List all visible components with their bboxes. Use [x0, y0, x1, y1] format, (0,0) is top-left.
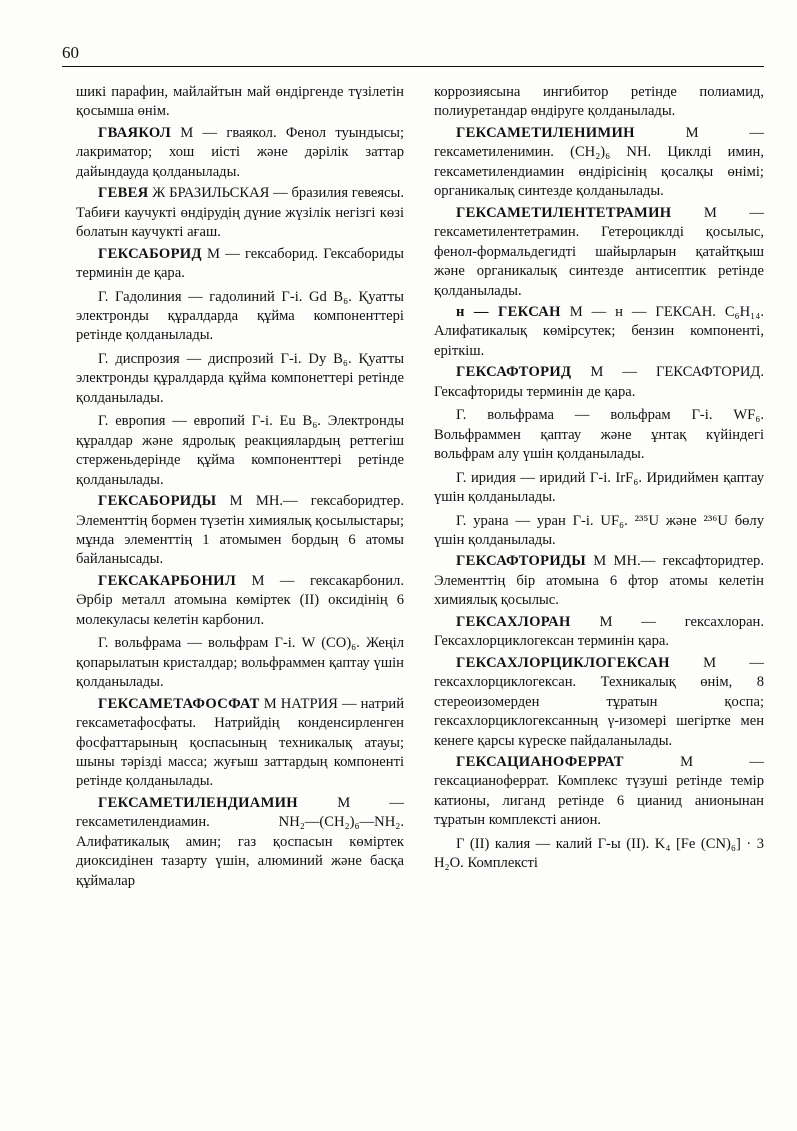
entry-body: М — гексахлоран. Гексахлорциклогексан терминін қара. [434, 613, 765, 650]
entry-body: М — гексакарбонил. Әрбір металл атомына көміртек (II) оксидінің 6 молекуласы келетін карбонил. [76, 572, 404, 628]
subentry-volframa-fluoride: Г. вольфрама — вольфрам Г-і. WF₆. Вольфраммен қаптау және ұнтақ күйіндегі вольфрам алу үшін қолданылады. [434, 407, 764, 463]
entry-geksaboridy [76, 492, 404, 570]
entry-geksaborid [76, 245, 404, 284]
entry-body: М — гексахлорциклогексан. Техникалық өнім, 8 стереоизомерден тұратын қоспа; гексахлорциклогексанның γ-изомері шегіртке мен кенеге қарсы күреске пайдаланылады. [434, 654, 764, 749]
entry-term: ГЕКСАХЛОРАН [456, 613, 571, 630]
entry-term: ГЕВЕЯ [98, 185, 149, 202]
subentry-evropiya: Г. европия — европий Г-і. Eu B₆. Электронды құралдар және ядролық реакциялардың реттегіш стерженьдерінде құйма компоненттері ретінде қолданылады. [76, 413, 404, 488]
subentry-gadoliniya: Г. Гадолиния — гадолиний Г-і. Gd B₆. Қуатты электронды құралдарда құйма компоненттері ретінде қолданылады. [76, 288, 404, 344]
entry-body: М МН.— гексафторидтер. Элементтің бір атомына 6 фтор атомы келетін химиялық қосылыс. [434, 553, 764, 609]
entry-term: ГЕКСАКАРБОНИЛ [98, 572, 237, 589]
entry-term: ГЕКСАЦИАНОФЕРРАТ [456, 753, 624, 770]
entry-term: ГЕКСАМЕТИЛЕНИМИН [456, 124, 635, 141]
entry-term: ГВАЯКОЛ [98, 124, 171, 141]
subentry-volframa-carbonyl: Г. вольфрама — вольфрам Г-і. W (CO)₆. Жеңіл қопарылатын кристалдар; вольфраммен қаптау үшін қолданылады. [76, 635, 404, 691]
entry-body: М — гексаборид. Гексабориды терминін де қара. [76, 245, 404, 282]
entry-geksahlortsiklogeksan [434, 654, 764, 751]
entry-geksatsianoferrat [434, 753, 764, 831]
entry-body: М — гваякол. Фенол туындысы; лакриматор; хош иісті және дәрілік заттар дайындауда қолданылады. [76, 124, 404, 180]
entry-continuation: коррозиясына ингибитор ретінде полиамид, полиуретандар өндіруге қолданылады. [434, 84, 764, 120]
entry-geksaftorid [434, 363, 764, 402]
entry-body: М МН.— гексаборидтер. Элементтің бормен түзетін химиялық қосылыстары; мұнда элементтің 1 атомымен бордың 6 атомы байланысады. [76, 493, 404, 568]
entry-geveya [76, 184, 404, 242]
entry-geksametilendiamin [76, 794, 404, 891]
entry-term: ГЕКСАМЕТИЛЕНДИАМИН [98, 794, 298, 811]
entry-term: ГЕКСАБОРИД [98, 245, 202, 262]
entry-term: ГЕКСАФТОРИДЫ [456, 553, 586, 570]
header-rule [62, 66, 764, 67]
entry-body: М — гексаметилендиамин. NH₂—(CH₂)₆—NH₂. Алифатикалық амин; газ қоспасын көміртек диоксидінен тазарту үшін, алюминий және басқа құймалар [76, 794, 404, 889]
subentry-urana: Г. урана — уран Г-і. UF₆. ²³⁵U және ²³⁶U бөлу үшін қолданылады. [434, 512, 764, 548]
entry-geksametafosfat [76, 695, 404, 792]
entry-geksahloran [434, 613, 764, 652]
page-number: 60 [62, 43, 79, 62]
entry-term: н — ГЕКСАН [456, 303, 561, 320]
entry-term: ГЕКСАМЕТАФОСФАТ [98, 695, 260, 712]
entry-continuation: шикі парафин, майлайтын май өндіргенде түзілетін қосымша өнім. [76, 84, 404, 120]
entry-n-geksan [434, 303, 764, 361]
entry-geksametilenimin [434, 124, 764, 202]
subentry-iridiya: Г. иридия — иридий Г-і. IrF₆. Иридиймен қаптау үшін қолданылады. [434, 469, 764, 506]
entry-body: М — ГЕКСАФТОРИД. Гексафториды терминін де қара. [434, 364, 764, 400]
entry-gvayakol [76, 124, 404, 182]
entry-body: М — гексацианоферрат. Комплекс түзуші ретінде темір катионы, лиганд ретінде 6 цианид анионынан тұратын комплексті анион. [434, 753, 764, 829]
entry-body: М — гексаметиленимин. (CH₂)₆ NH. Циклді имин, гексаметилендиамин өндірісінің қосалқы өнімі; органикалық синтезде қолданылады. [434, 124, 764, 200]
entry-term: ГЕКСАМЕТИЛЕНТЕТРАМИН [456, 204, 672, 221]
entry-body: М НАТРИЯ — натрий гексаметафосфаты. Натрийдің конденсирленген фосфаттарының қоспасының техникалық атауы; шыны тәрізді масса; жуғыш заттардың компоненті ретінде қолданылады. [76, 695, 405, 790]
entry-body: М — н — ГЕКСАН. C₆H₁₄. Алифатикалық көмірсутек; бензин компоненті, еріткіш. [434, 303, 765, 359]
entry-term: ГЕКСАФТОРИД [456, 364, 572, 381]
subentry-kaliya: Г (II) калия — калий Г-ы (II). K₄ [Fe (CN)₆] · 3 H₂O. Комплексті [434, 835, 764, 872]
entry-body: М — гексаметилентетрамин. Гетероциклді қосылыс, фенол-формальдегидті шайырларын қатайтқыш және органикалық синтезде антисептик ретінде қолданылады. [434, 204, 764, 299]
right-column [434, 83, 764, 874]
subentry-disproziya: Г. диспрозия — диспрозий Г-і. Dy B₆. Қуатты электронды құралдарда құйма компонеттері ретінде қолданылады. [76, 350, 404, 406]
entry-body: Ж БРАЗИЛЬСКАЯ — бразилия гевеясы. Табиғи каучукті өндірудің дүние жүзілік негізгі көзі болатын каучукті ағаш. [76, 185, 404, 241]
entry-geksakarbonil [76, 572, 404, 630]
entry-geksaftoridy [434, 552, 764, 610]
entry-term: ГЕКСАБОРИДЫ [98, 493, 217, 510]
entry-term: ГЕКСАХЛОРЦИКЛОГЕКСАН [456, 654, 670, 671]
left-column [76, 83, 404, 891]
entry-geksametilentetramin [434, 204, 764, 301]
